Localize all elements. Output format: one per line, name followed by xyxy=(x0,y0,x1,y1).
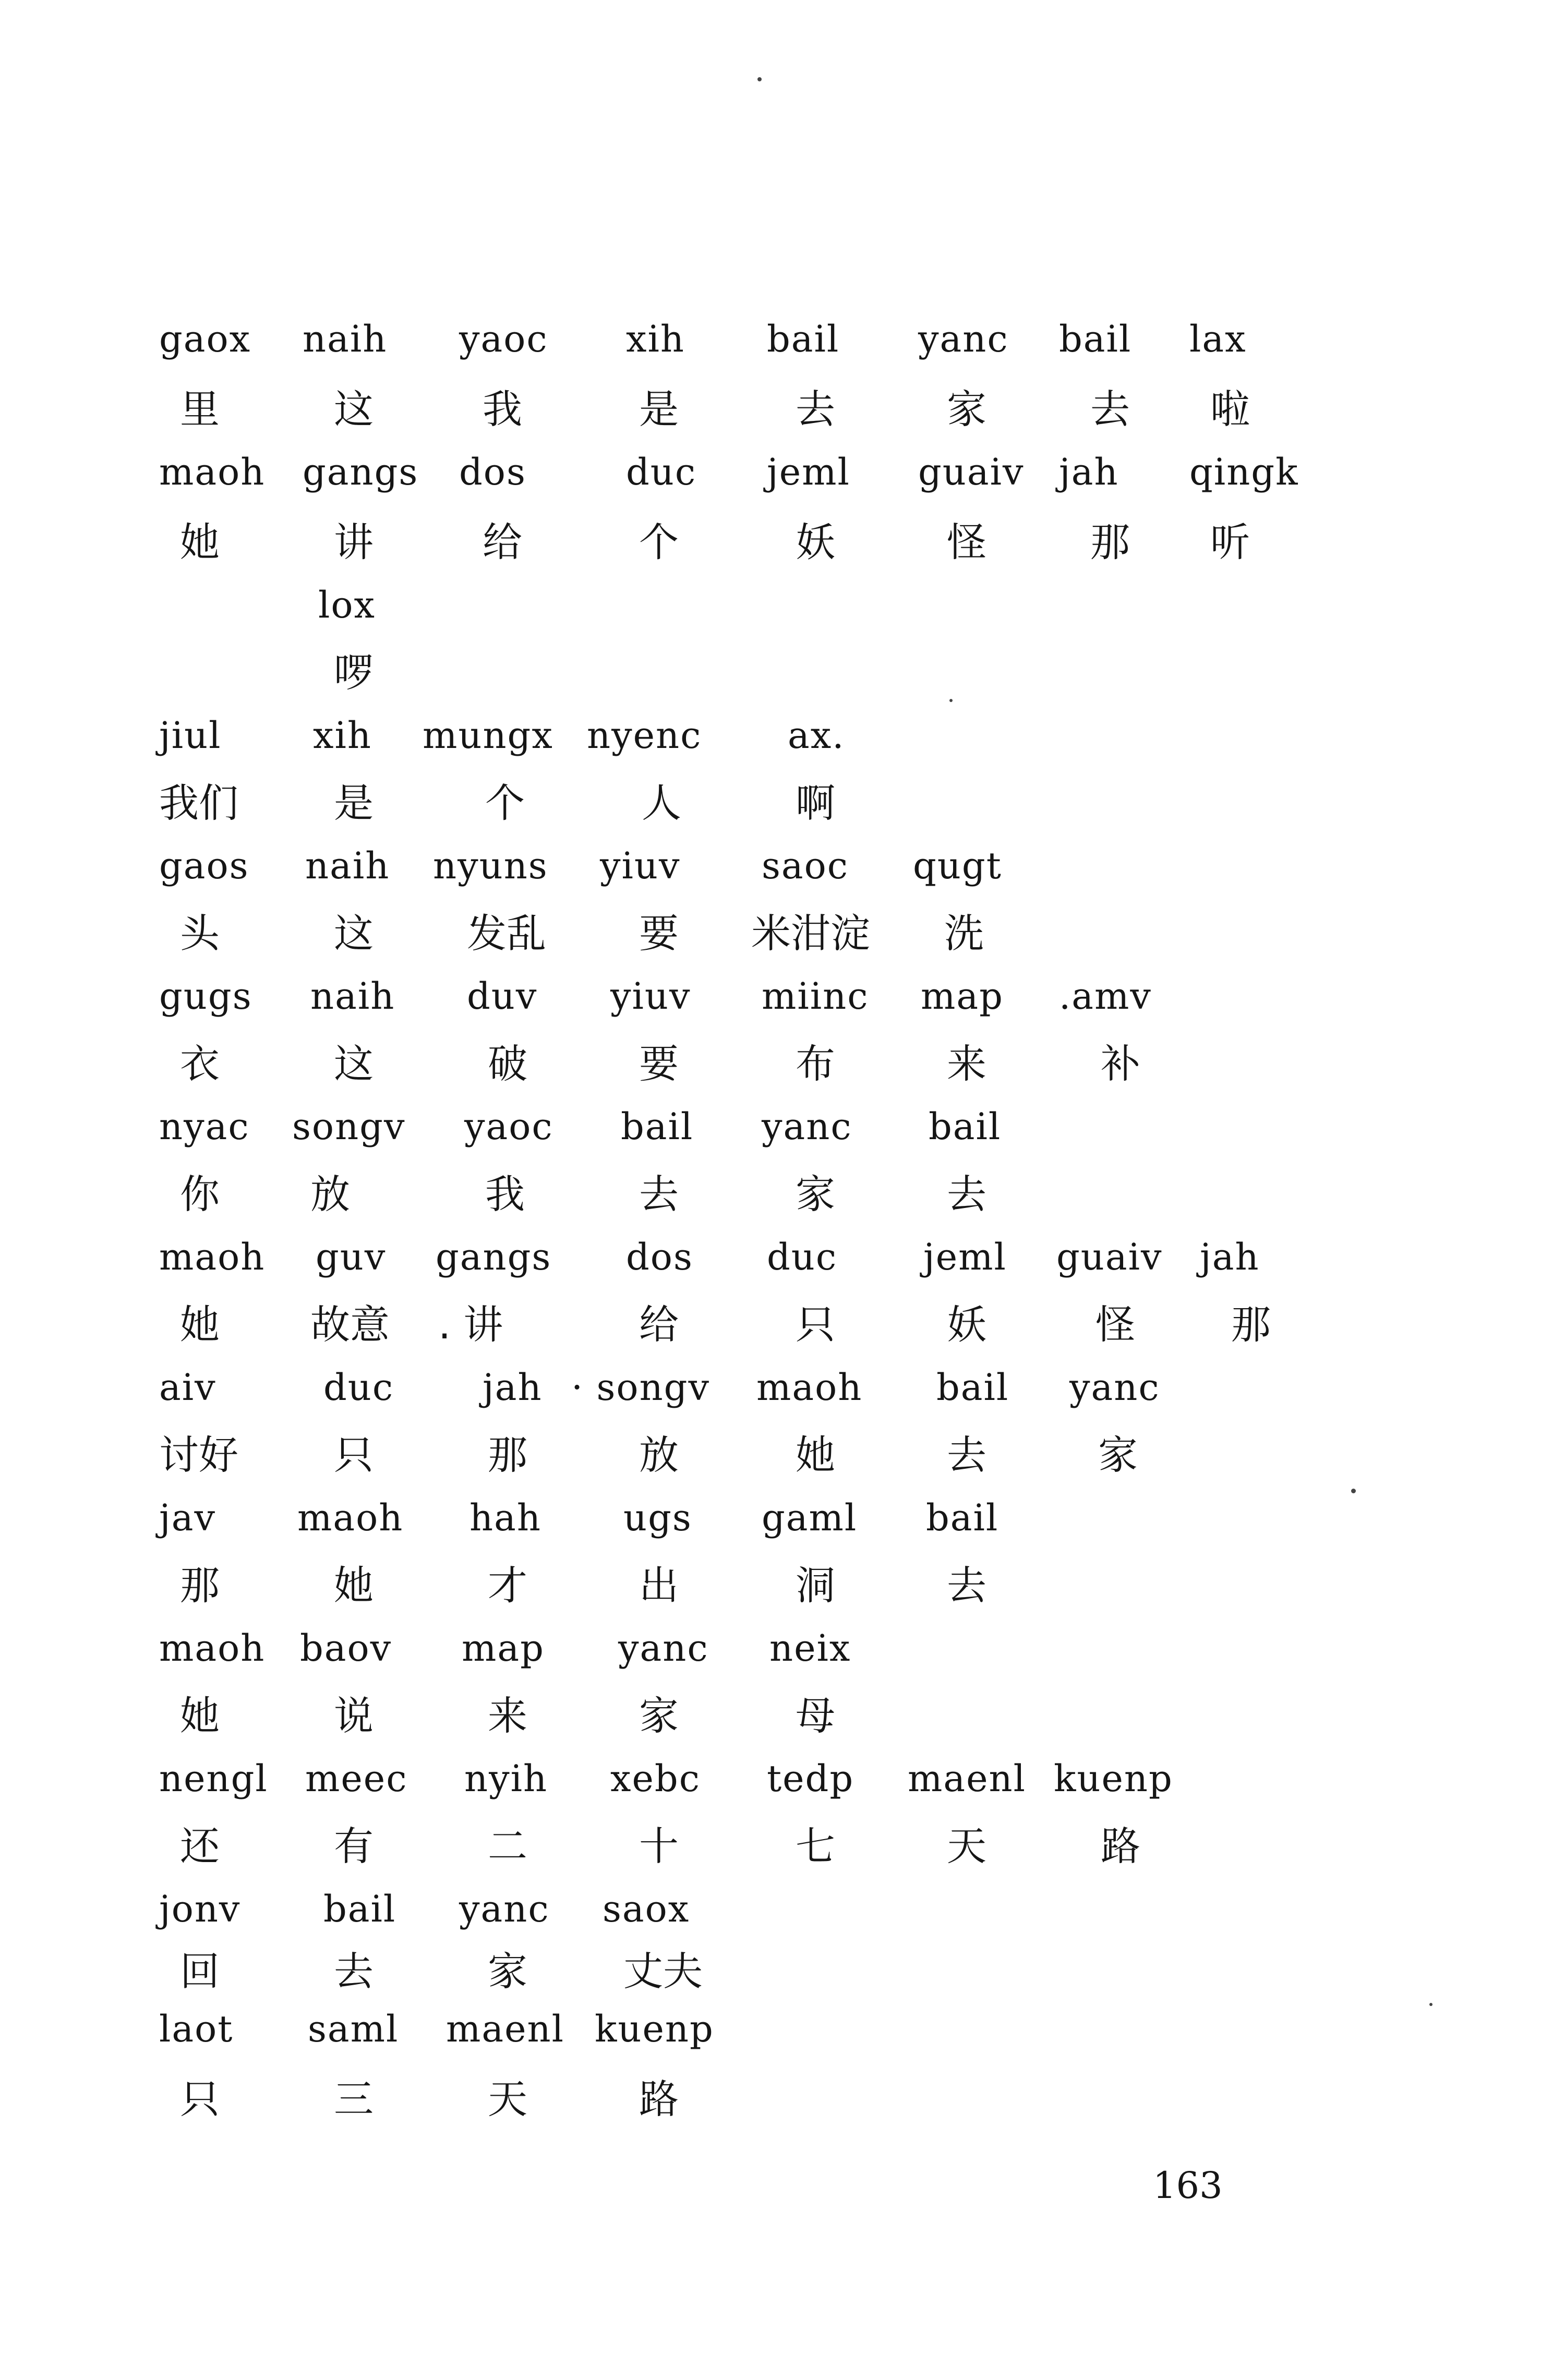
chinese-gloss-word: 破 xyxy=(488,1041,527,1087)
chinese-gloss-word: 那 xyxy=(180,1562,220,1609)
chinese-gloss-word: 天 xyxy=(488,2076,527,2122)
romanized-word: yanc xyxy=(1069,1366,1160,1409)
chinese-gloss-word: 说 xyxy=(334,1693,374,1739)
chinese-gloss-word: 这 xyxy=(334,1041,374,1087)
romanized-word: xih xyxy=(313,714,372,757)
chinese-gloss-word: 她 xyxy=(180,1693,220,1739)
romanized-word: mungx xyxy=(423,714,553,757)
chinese-gloss-word: 三 xyxy=(334,2076,374,2122)
scan-speck xyxy=(1351,1489,1356,1493)
romanized-word: bail xyxy=(621,1105,694,1148)
chinese-gloss-word: 怪 xyxy=(947,519,986,565)
romanized-word: xebc xyxy=(610,1757,701,1800)
chinese-gloss-word: 去 xyxy=(334,1948,374,1995)
chinese-gloss-word: 讲 xyxy=(334,519,374,565)
chinese-gloss-word: 路 xyxy=(639,2076,679,2122)
romanized-word: gaox xyxy=(159,318,251,360)
romanized-word: miinc xyxy=(762,975,869,1018)
romanized-word: map xyxy=(462,1627,545,1670)
romanized-word: .amv xyxy=(1059,975,1152,1018)
romanized-word: hah xyxy=(469,1496,541,1539)
romanized-word: map xyxy=(921,975,1004,1018)
chinese-gloss-word: 去 xyxy=(947,1562,986,1609)
chinese-gloss-word: 她 xyxy=(180,1301,220,1348)
romanized-word: yiuv xyxy=(610,975,691,1018)
chinese-gloss-word: 我 xyxy=(485,1171,525,1217)
romanized-word: nyih xyxy=(464,1757,548,1800)
chinese-gloss-word: 你 xyxy=(180,1171,220,1217)
chinese-gloss-word: 给 xyxy=(483,519,522,565)
chinese-gloss-word: 布 xyxy=(796,1041,835,1087)
romanized-word: laot xyxy=(159,2008,234,2050)
chinese-gloss-word: 家 xyxy=(947,386,986,432)
chinese-gloss-word: 她 xyxy=(180,519,220,565)
romanized-word: songv xyxy=(292,1105,406,1148)
romanized-word: lox xyxy=(318,584,376,626)
chinese-gloss-word: 来 xyxy=(947,1041,986,1087)
chinese-gloss-word: 丈夫 xyxy=(623,1948,703,1995)
chinese-gloss-word: 那 xyxy=(1231,1301,1271,1348)
chinese-gloss-word: 听 xyxy=(1210,519,1250,565)
romanized-word: naih xyxy=(305,844,390,887)
page-number: 163 xyxy=(1153,2164,1223,2207)
romanized-word: baov xyxy=(300,1627,392,1670)
scan-speck xyxy=(949,699,953,702)
chinese-gloss-word: 家 xyxy=(1098,1432,1138,1478)
chinese-gloss-word: 才 xyxy=(488,1562,527,1609)
romanized-word: yanc xyxy=(459,1888,550,1930)
chinese-gloss-word: 放 xyxy=(310,1171,350,1217)
chinese-gloss-word: 家 xyxy=(639,1693,679,1739)
romanized-word: guaiv xyxy=(918,451,1025,493)
chinese-gloss-word: 妖 xyxy=(947,1301,986,1348)
chinese-gloss-word: 去 xyxy=(1090,386,1130,432)
chinese-gloss-word: 衣 xyxy=(180,1041,220,1087)
chinese-gloss-word: 补 xyxy=(1101,1041,1140,1087)
romanized-word: neix xyxy=(769,1627,851,1670)
romanized-word: guaiv xyxy=(1056,1236,1163,1278)
chinese-gloss-word: 要 xyxy=(639,910,679,957)
romanized-word: kuenp xyxy=(1054,1757,1173,1800)
chinese-gloss-word: 是 xyxy=(334,780,374,826)
chinese-gloss-word: 路 xyxy=(1101,1823,1140,1869)
romanized-word: jonv xyxy=(159,1888,241,1930)
romanized-word: gangs xyxy=(436,1236,552,1278)
romanized-word: saml xyxy=(308,2008,399,2050)
romanized-word: gaml xyxy=(762,1496,858,1539)
romanized-word: yaoc xyxy=(464,1105,553,1148)
chinese-gloss-word: 是 xyxy=(639,386,679,432)
romanized-word: bail xyxy=(1059,318,1132,360)
romanized-word: jav xyxy=(159,1496,216,1539)
chinese-gloss-word: 出 xyxy=(639,1562,679,1609)
chinese-gloss-word: 这 xyxy=(334,386,374,432)
chinese-gloss-word: 这 xyxy=(334,910,374,957)
chinese-gloss-word: 啊 xyxy=(796,780,835,826)
romanized-word: jeml xyxy=(923,1236,1007,1278)
chinese-gloss-word: 七 xyxy=(796,1823,835,1869)
romanized-word: ugs xyxy=(623,1496,692,1539)
chinese-gloss-word: 去 xyxy=(947,1171,986,1217)
romanized-word: jeml xyxy=(767,451,850,493)
romanized-word: bail xyxy=(323,1888,396,1930)
chinese-gloss-word: 放 xyxy=(639,1432,679,1478)
chinese-gloss-word: 十 xyxy=(639,1823,679,1869)
romanized-word: bail xyxy=(767,318,840,360)
chinese-gloss-line xyxy=(0,2071,1541,2149)
chinese-gloss-word: 怪 xyxy=(1095,1301,1135,1348)
romanized-word: jah xyxy=(1200,1236,1260,1278)
romanized-word: duv xyxy=(467,975,538,1018)
chinese-gloss-word: 那 xyxy=(1090,519,1130,565)
romanized-word: nyenc xyxy=(587,714,702,757)
chinese-gloss-word: 她 xyxy=(796,1432,835,1478)
romanized-word: maoh xyxy=(159,1627,266,1670)
romanized-word: dos xyxy=(459,451,526,493)
chinese-gloss-word: 还 xyxy=(180,1823,220,1869)
romanized-word: qugt xyxy=(913,844,1002,887)
romanized-word: nyac xyxy=(159,1105,250,1148)
chinese-gloss-word: 讨好 xyxy=(159,1432,238,1478)
chinese-gloss-word: 给 xyxy=(639,1301,679,1348)
chinese-gloss-word: 只 xyxy=(334,1432,374,1478)
chinese-gloss-word: 去 xyxy=(947,1432,986,1478)
chinese-gloss-word: 只 xyxy=(796,1301,835,1348)
romanized-word: maoh xyxy=(297,1496,404,1539)
romanized-word: lax xyxy=(1189,318,1247,360)
romanized-word: xih xyxy=(626,318,685,360)
chinese-gloss-word: 我 xyxy=(483,386,522,432)
chinese-gloss-word: 我们 xyxy=(159,780,238,826)
romanized-word: jah xyxy=(483,1366,543,1409)
romanized-word: bail xyxy=(936,1366,1009,1409)
chinese-gloss-word: 个 xyxy=(485,780,525,826)
romanized-word: kuenp xyxy=(595,2008,714,2050)
chinese-gloss-word: 故意 xyxy=(310,1301,390,1348)
romanized-word: yanc xyxy=(918,318,1009,360)
romanized-word: yiuv xyxy=(600,844,681,887)
chinese-gloss-word: 啦 xyxy=(1210,386,1250,432)
chinese-gloss-word: 家 xyxy=(796,1171,835,1217)
romanized-word: duc xyxy=(323,1366,394,1409)
chinese-gloss-word: 母 xyxy=(796,1693,835,1739)
chinese-gloss-word: 洞 xyxy=(796,1562,835,1609)
romanized-word: jiul xyxy=(159,714,222,757)
romanized-line xyxy=(0,446,1541,524)
chinese-gloss-word: 个 xyxy=(639,519,679,565)
romanized-word: maoh xyxy=(159,451,266,493)
chinese-gloss-word: 只 xyxy=(180,2076,220,2122)
romanized-word: · songv xyxy=(571,1366,711,1409)
romanized-word: duc xyxy=(767,1236,838,1278)
chinese-gloss-word: 去 xyxy=(796,386,835,432)
romanized-word: yanc xyxy=(618,1627,709,1670)
romanized-line xyxy=(0,313,1541,391)
chinese-gloss-word: 家 xyxy=(488,1948,527,1995)
romanized-word: gaos xyxy=(159,844,249,887)
chinese-gloss-word: 米泔淀 xyxy=(751,910,870,957)
chinese-gloss-word: 洗 xyxy=(944,910,984,957)
scan-speck xyxy=(757,77,762,81)
chinese-gloss-word: 里 xyxy=(180,386,220,432)
romanized-word: qingk xyxy=(1189,451,1299,493)
romanized-word: tedp xyxy=(767,1757,854,1800)
chinese-gloss-word: 啰 xyxy=(334,649,374,696)
romanized-word: ax. xyxy=(788,714,845,757)
romanized-word: bail xyxy=(926,1496,999,1539)
romanized-word: bail xyxy=(929,1105,1002,1148)
romanized-word: aiv xyxy=(159,1366,216,1409)
scan-speck xyxy=(1429,2003,1432,2006)
chinese-gloss-word: 人 xyxy=(642,780,681,826)
chinese-gloss-word: 妖 xyxy=(796,519,835,565)
romanized-word: maoh xyxy=(756,1366,863,1409)
chinese-gloss-word: 发乱 xyxy=(467,910,546,957)
chinese-gloss-word: 那 xyxy=(488,1432,527,1478)
romanized-word: maoh xyxy=(159,1236,266,1278)
romanized-word: jah xyxy=(1059,451,1119,493)
romanized-word: saox xyxy=(603,1888,690,1930)
chinese-gloss-word: 天 xyxy=(947,1823,986,1869)
romanized-word: dos xyxy=(626,1236,693,1278)
romanized-word: guv xyxy=(316,1236,387,1278)
chinese-gloss-word: 去 xyxy=(639,1171,679,1217)
chinese-gloss-word: 要 xyxy=(639,1041,679,1087)
chinese-gloss-word: 二 xyxy=(488,1823,527,1869)
romanized-word: saoc xyxy=(762,844,849,887)
romanized-word: naih xyxy=(303,318,388,360)
chinese-gloss-word: 来 xyxy=(488,1693,527,1739)
romanized-word: duc xyxy=(626,451,697,493)
chinese-gloss-word: . 讲 xyxy=(438,1301,503,1348)
romanized-word: yaoc xyxy=(459,318,548,360)
romanized-word: maenl xyxy=(908,1757,1027,1800)
chinese-gloss-word: 回 xyxy=(180,1948,220,1995)
chinese-gloss-word: 她 xyxy=(334,1562,374,1609)
romanized-word: gugs xyxy=(159,975,252,1018)
romanized-word: yanc xyxy=(762,1105,852,1148)
romanized-word: naih xyxy=(310,975,395,1018)
chinese-gloss-word: 头 xyxy=(180,910,220,957)
chinese-gloss-word: 有 xyxy=(334,1823,374,1869)
romanized-word: maenl xyxy=(446,2008,565,2050)
romanized-word: gangs xyxy=(303,451,419,493)
romanized-line xyxy=(0,2003,1541,2081)
romanized-word: nengl xyxy=(159,1757,268,1800)
romanized-word: nyuns xyxy=(433,844,548,887)
romanized-word: meec xyxy=(305,1757,408,1800)
